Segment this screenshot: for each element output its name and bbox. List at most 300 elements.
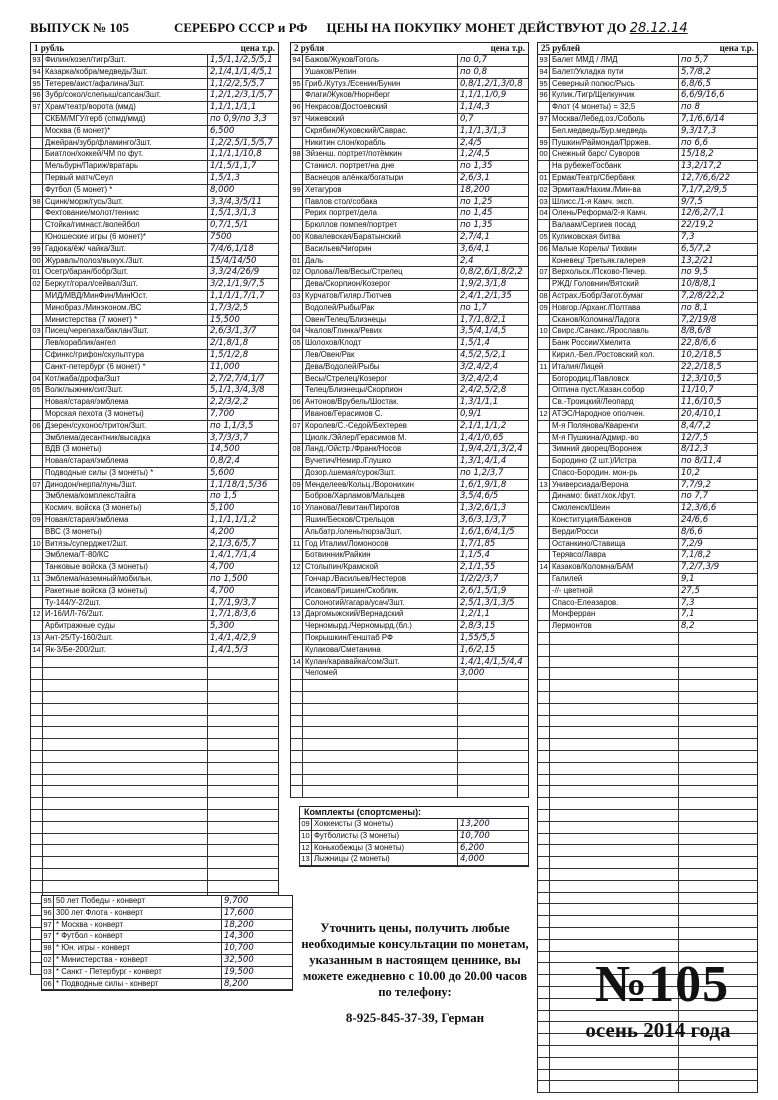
coin-price: 1,2/4,5 xyxy=(460,149,490,160)
coin-name: Курчатов/Гиляр./Тютчев xyxy=(303,291,458,302)
coin-price: 7,1 xyxy=(681,609,695,620)
price-row xyxy=(31,232,278,244)
price-row xyxy=(42,908,292,920)
empty-row xyxy=(291,775,528,787)
price-row xyxy=(291,149,528,161)
coin-name: Пушкин/Раймонда/Прржев. xyxy=(550,138,679,149)
coin-price: 0,9/1 xyxy=(460,408,482,419)
coin-price: 27,5 xyxy=(681,585,700,596)
row-year: 03 xyxy=(538,197,550,208)
row-year xyxy=(538,727,550,738)
coin-price: 24/6,6 xyxy=(681,515,709,526)
empty-row xyxy=(31,857,278,869)
price-row xyxy=(31,185,278,197)
coin-price: 1,3/1,4/1,4 xyxy=(460,456,507,467)
coin-name: Бажов/Жуков/Гоголь xyxy=(303,55,458,66)
price-row xyxy=(31,503,278,515)
coin-price: 2,4 xyxy=(460,255,474,266)
coin-name: Исакова/Гришин/Скоблик. xyxy=(303,586,458,597)
coin-name: МИД/МВД/МинФин/МинЮст. xyxy=(43,291,208,302)
row-year xyxy=(31,444,43,455)
price-row xyxy=(31,515,278,527)
issue-season: осень 2014 года xyxy=(585,1018,731,1042)
empty-row xyxy=(538,869,757,881)
coin-price: по 9,5 xyxy=(681,267,708,278)
row-year xyxy=(31,291,43,302)
coin-price: 1,1/1,1/1,2 xyxy=(210,515,257,526)
price-row xyxy=(31,621,278,633)
row-year xyxy=(291,244,303,255)
coin-name: М-я Полянова/Кваренги xyxy=(550,421,679,432)
row-year xyxy=(291,126,303,137)
price-row xyxy=(538,456,757,468)
coin-price xyxy=(679,857,757,868)
row-year: 04 xyxy=(31,374,43,385)
price-row xyxy=(291,326,528,338)
coin-price: 1,4/1,4/2,9 xyxy=(210,633,257,644)
coin-price: 13,2/21 xyxy=(681,255,714,266)
price-row xyxy=(31,244,278,256)
price-row xyxy=(42,943,292,955)
coin-name: Ермак/Театр/Сбербанк xyxy=(550,173,679,184)
row-year xyxy=(538,704,550,715)
coin-price: 1,7/1,9/3,7 xyxy=(210,597,257,608)
coin-price: 6,6/9/16,6 xyxy=(681,90,725,101)
contact-info xyxy=(300,920,530,1026)
coin-name: Гриб./Кутуз./Есенин/Бунин xyxy=(303,79,458,90)
coin-name xyxy=(550,845,679,856)
coin-price: 2,6/3,1 xyxy=(460,172,490,183)
coin-price: 1,9/2,3/1,8 xyxy=(460,279,507,290)
coin-price: 11,6/10,5 xyxy=(681,397,722,408)
row-year: 00 xyxy=(538,149,550,160)
row-year xyxy=(31,161,43,172)
coin-price: 8,4/7,2 xyxy=(681,420,711,431)
row-year: 12 xyxy=(300,843,312,854)
coin-name: СКБМ/МГУ/герб (спмд/ммд) xyxy=(43,114,208,125)
coin-name xyxy=(550,1081,679,1092)
row-year: 00 xyxy=(31,256,43,267)
price-row xyxy=(538,220,757,232)
coin-name: Хетагуров xyxy=(303,185,458,196)
row-year: 14 xyxy=(538,562,550,573)
row-year: 09 xyxy=(538,303,550,314)
coin-name: РЖД/ Головнин/Вятский xyxy=(550,279,679,290)
coin-price: 7,2/8/22,2 xyxy=(681,290,725,301)
coin-price xyxy=(208,763,278,774)
row-year xyxy=(291,433,303,444)
coin-price xyxy=(458,751,528,762)
coin-name: Северный полюс/Рысь xyxy=(550,79,679,90)
coin-price xyxy=(458,704,528,715)
row-year: 96 xyxy=(291,102,303,113)
coin-price xyxy=(679,716,757,727)
contact-text: Уточнить цены, получить любые необходимые консультации по монетам, указанным в настоящем ценнике, вы можете ежедневно с 10.00 до 20.00 часов по телефону: xyxy=(301,921,529,999)
row-year xyxy=(31,338,43,349)
coin-price: 3/2,1/1,9/7,5 xyxy=(210,279,265,290)
empty-row xyxy=(31,727,278,739)
coin-name xyxy=(43,704,208,715)
coin-name: Валаам/Сергиев посад xyxy=(550,220,679,231)
coin-price: 5,1/1,3/4,3/8 xyxy=(210,385,265,396)
row-year xyxy=(538,586,550,597)
coin-name xyxy=(303,763,458,774)
subject-title: СЕРЕБРО СССР и РФ xyxy=(174,20,308,35)
price-row xyxy=(291,232,528,244)
coin-price: 1,55/5,5 xyxy=(460,633,496,644)
price-row xyxy=(538,515,757,527)
coin-name xyxy=(550,893,679,904)
row-year xyxy=(31,456,43,467)
row-year xyxy=(538,1070,550,1081)
row-year xyxy=(291,220,303,231)
row-year: 04 xyxy=(291,326,303,337)
coin-name: Сканов/Коломна/Ладога xyxy=(550,315,679,326)
coin-price: 12,3/10,5 xyxy=(681,373,722,384)
price-row xyxy=(31,114,278,126)
empty-row xyxy=(291,739,528,751)
coin-price: 1,1/5,4 xyxy=(460,550,490,561)
empty-row xyxy=(538,881,757,893)
row-year xyxy=(538,527,550,538)
coin-price xyxy=(208,680,278,691)
coin-price: 8/8,6/8 xyxy=(681,326,712,337)
coin-name xyxy=(550,904,679,915)
price-row xyxy=(291,350,528,362)
coin-name: Бобров/Харламов/Мальцев xyxy=(303,491,458,502)
coin-price: по 1,25 xyxy=(460,196,493,207)
row-year xyxy=(31,727,43,738)
empty-row xyxy=(31,751,278,763)
coin-name: Новая/старая/эмблема xyxy=(43,515,208,526)
coin-price: 5,100 xyxy=(210,503,235,514)
row-year xyxy=(538,503,550,514)
empty-row xyxy=(538,845,757,857)
coin-name: Фехтование/молот/теннис xyxy=(43,208,208,219)
price-row xyxy=(538,279,757,291)
coin-price: 2,7/2,7/4,1/7 xyxy=(210,373,265,384)
price-row xyxy=(31,315,278,327)
coin-name: Италия/Лицей xyxy=(550,362,679,373)
coin-price: 1,9/4,2/1,3/2,4 xyxy=(460,444,523,455)
row-year xyxy=(291,680,303,691)
coin-price: 1,5/1/2,8 xyxy=(210,349,249,360)
coin-name: Эйзенш. портрет/потёмкин xyxy=(303,149,458,160)
coin-price: 9,1 xyxy=(681,574,695,585)
row-year xyxy=(31,208,43,219)
coin-name: Менделеев/Кольц./Воронихин xyxy=(303,480,458,491)
price-row xyxy=(538,208,757,220)
coin-price: 22,2/18,5 xyxy=(681,361,722,372)
row-year xyxy=(31,834,43,845)
row-year xyxy=(31,362,43,373)
coin-price: 0,8/1,2/1,3/0,8 xyxy=(460,78,523,89)
coin-name: Сфинкс/грифон/скульптура xyxy=(43,350,208,361)
column-title: 25 рублей xyxy=(541,43,581,53)
row-year xyxy=(538,798,550,809)
coin-price: 2,6/3/1,3/7 xyxy=(210,326,257,337)
coin-name: Флот (4 монеты) = 32,5 xyxy=(550,102,679,113)
price-row xyxy=(31,256,278,268)
coin-price: по 0,8 xyxy=(460,66,487,77)
empty-row xyxy=(538,704,757,716)
price-row xyxy=(538,114,757,126)
price-row xyxy=(291,633,528,645)
prices-valid-text: ЦЕНЫ НА ПОКУПКУ МОНЕТ ДЕЙСТВУЮТ ДО xyxy=(326,20,627,35)
coin-name xyxy=(43,657,208,668)
coin-name: Филин/козел/тигр/3шт. xyxy=(43,55,208,66)
price-row xyxy=(31,173,278,185)
row-year xyxy=(291,763,303,774)
price-row xyxy=(291,173,528,185)
coin-price xyxy=(679,680,757,691)
coin-name xyxy=(550,1070,679,1081)
coin-price: 3,5/4,6/5 xyxy=(460,491,499,502)
coin-price: 7,3 xyxy=(681,231,695,242)
coin-name: Волк/лыжник/сиг/3шт. xyxy=(43,385,208,396)
price-row xyxy=(291,550,528,562)
coin-price xyxy=(679,822,757,833)
price-row xyxy=(538,197,757,209)
row-year xyxy=(291,739,303,750)
empty-row xyxy=(31,775,278,787)
coin-name: Бородино (2 шт.)/Истра xyxy=(550,456,679,467)
row-year xyxy=(538,763,550,774)
coin-price: 22,8/6,6 xyxy=(681,338,717,349)
empty-row xyxy=(31,798,278,810)
price-row xyxy=(291,244,528,256)
coin-name: Верди/Росси xyxy=(550,527,679,538)
coin-price: 7,2/7,3/9 xyxy=(681,562,720,573)
row-year xyxy=(291,315,303,326)
price-row xyxy=(31,456,278,468)
price-row xyxy=(538,79,757,91)
coin-name: Черномырд./Черномырд.(бл.) xyxy=(303,621,458,632)
coin-price: 18,200 xyxy=(224,919,254,930)
coin-name xyxy=(43,810,208,821)
coin-name xyxy=(550,727,679,738)
coin-name xyxy=(43,881,208,892)
price-row xyxy=(291,291,528,303)
row-year xyxy=(291,633,303,644)
coin-name: Дзерен/сухонос/тритон/3шт. xyxy=(43,421,208,432)
price-row xyxy=(300,819,528,831)
coin-name: Осетр/баран/бобр/3шт. xyxy=(43,267,208,278)
coin-name: Новая/старая/эмблема xyxy=(43,456,208,467)
column-25-rubles xyxy=(537,42,758,1093)
price-row xyxy=(538,397,757,409)
price-row xyxy=(31,433,278,445)
row-year xyxy=(538,668,550,679)
price-row xyxy=(538,267,757,279)
coin-name: Кулан/каравайка/сом/3шт. xyxy=(303,657,458,668)
coin-name: Зубр/сокол/слепыш/сапсан/3шт. xyxy=(43,90,208,101)
price-row xyxy=(300,854,528,866)
price-row xyxy=(291,657,528,669)
coin-price: 1,5/1,3/1,3 xyxy=(210,208,257,219)
row-year: 95 xyxy=(31,79,43,90)
coin-name: Брюллов помпея/портрет xyxy=(303,220,458,231)
coin-price: 1,5/1,3 xyxy=(210,172,240,183)
coin-name: * Министерства - конверт xyxy=(54,955,222,966)
coin-price: по 1,5 xyxy=(210,491,237,502)
row-year: 05 xyxy=(291,338,303,349)
coin-price: 3,6/3,1/3,7 xyxy=(460,515,507,526)
coin-price: 10,2/18,5 xyxy=(681,349,722,360)
empty-row xyxy=(31,869,278,881)
price-header: цена т.р. xyxy=(719,43,754,53)
coin-name: Галилей xyxy=(550,574,679,585)
coin-price: 3,3/24/26/9 xyxy=(210,267,260,278)
coin-name xyxy=(550,916,679,927)
price-row xyxy=(538,598,757,610)
coin-name: Васнецов алёнка/богатыри xyxy=(303,173,458,184)
row-year xyxy=(31,149,43,160)
row-year: 94 xyxy=(31,67,43,78)
row-year: 97 xyxy=(42,931,54,942)
row-year xyxy=(31,185,43,196)
row-year xyxy=(291,621,303,632)
coin-name: Рерих портрет/дела xyxy=(303,208,458,219)
row-year xyxy=(31,810,43,821)
row-year xyxy=(31,397,43,408)
coin-price: 6,500 xyxy=(210,125,235,136)
coin-price xyxy=(679,869,757,880)
coin-name: Арбитражные суды xyxy=(43,621,208,632)
row-year: 02 xyxy=(538,185,550,196)
row-year xyxy=(291,598,303,609)
row-year xyxy=(31,775,43,786)
price-row xyxy=(538,527,757,539)
price-row xyxy=(291,185,528,197)
price-row xyxy=(291,421,528,433)
coin-name: Эмблема/Т-80/КС xyxy=(43,550,208,561)
empty-row xyxy=(31,657,278,669)
price-row xyxy=(291,102,528,114)
coin-price: 14,500 xyxy=(210,444,240,455)
row-year xyxy=(291,775,303,786)
coin-price: 1/2/2/3,7 xyxy=(460,574,499,585)
coin-price: 22/19,2 xyxy=(681,220,714,231)
empty-row xyxy=(31,834,278,846)
row-year: 04 xyxy=(538,208,550,219)
coin-price xyxy=(679,704,757,715)
coin-price: 9,3/17,3 xyxy=(681,125,717,136)
issue-badge-number: №105 xyxy=(594,956,730,1013)
row-year xyxy=(538,999,550,1010)
coin-name xyxy=(550,716,679,727)
row-year xyxy=(538,456,550,467)
price-row xyxy=(31,562,278,574)
row-year: 96 xyxy=(42,908,54,919)
price-row xyxy=(42,920,292,932)
coin-price xyxy=(208,727,278,738)
price-row xyxy=(300,843,528,855)
coin-name xyxy=(550,668,679,679)
price-row xyxy=(31,208,278,220)
price-row xyxy=(291,256,528,268)
coin-price: 3,000 xyxy=(460,668,485,679)
coin-name: Писец/черепаха/баклан/3шт. xyxy=(43,326,208,337)
empty-row xyxy=(538,1046,757,1058)
row-year: 12 xyxy=(31,609,43,620)
coin-price: по 8,1 xyxy=(681,302,708,313)
coin-price: по 0,7 xyxy=(460,55,487,65)
row-year xyxy=(31,845,43,856)
price-row xyxy=(538,338,757,350)
coin-price xyxy=(679,668,757,679)
price-row xyxy=(538,444,757,456)
row-year: 06 xyxy=(538,244,550,255)
coin-price xyxy=(679,845,757,856)
coin-price: 3,3/4,3/5/11 xyxy=(210,196,262,207)
coin-name: Зимний дворец/Воронеж xyxy=(550,444,679,455)
coin-name: Водолей/Рыбы/Рак xyxy=(303,303,458,314)
row-year xyxy=(538,645,550,656)
price-row xyxy=(31,409,278,421)
row-year xyxy=(538,857,550,868)
coin-price: 15/4/14/50 xyxy=(210,255,257,266)
row-year: 12 xyxy=(538,409,550,420)
price-row xyxy=(291,303,528,315)
price-row xyxy=(291,645,528,657)
coin-name: Новгор./Арханг./Полтава xyxy=(550,303,679,314)
coin-price xyxy=(458,786,528,797)
coin-price xyxy=(208,810,278,821)
price-row xyxy=(31,527,278,539)
column-title: 1 рубль xyxy=(34,43,65,53)
coin-price: 1,1/18/1,5/36 xyxy=(210,479,268,490)
row-year xyxy=(31,114,43,125)
row-year: 97 xyxy=(538,114,550,125)
coin-price: 1,4/1,5/3 xyxy=(210,644,249,655)
coin-name: Альбатр./олень/гюрза/3шт. xyxy=(303,527,458,538)
coin-price xyxy=(458,716,528,727)
row-year: 05 xyxy=(538,232,550,243)
coin-price: 19,500 xyxy=(224,966,254,977)
coin-name: Яшин/Бесков/Стрельцов xyxy=(303,515,458,526)
coin-name: Никитин слон/корабль xyxy=(303,138,458,149)
coin-name: Год Италии/Ломоносов xyxy=(303,539,458,550)
row-year xyxy=(31,350,43,361)
coin-name xyxy=(43,716,208,727)
coin-price: по 1,35 xyxy=(460,161,493,172)
coin-name: * Москва - конверт xyxy=(54,920,222,931)
empty-row xyxy=(538,1058,757,1070)
price-row xyxy=(291,362,528,374)
price-row xyxy=(291,621,528,633)
empty-row xyxy=(31,763,278,775)
coin-price: 7500 xyxy=(210,231,232,242)
row-year: 11 xyxy=(538,362,550,373)
price-row xyxy=(538,102,757,114)
row-year xyxy=(31,468,43,479)
row-year xyxy=(538,539,550,550)
coin-price xyxy=(208,668,278,679)
price-row xyxy=(31,633,278,645)
empty-row xyxy=(291,704,528,716)
row-year xyxy=(31,433,43,444)
coin-name: Св.-Троицкий/Леопард xyxy=(550,397,679,408)
envelopes-table xyxy=(41,895,293,991)
coin-price: 12/7,5 xyxy=(681,432,709,443)
price-row xyxy=(538,303,757,315)
coin-price: 8/6,6 xyxy=(681,526,703,537)
coin-price xyxy=(208,786,278,797)
row-year: 97 xyxy=(42,920,54,931)
row-year xyxy=(31,739,43,750)
coin-price: 3,7/3/3,7 xyxy=(210,432,249,443)
